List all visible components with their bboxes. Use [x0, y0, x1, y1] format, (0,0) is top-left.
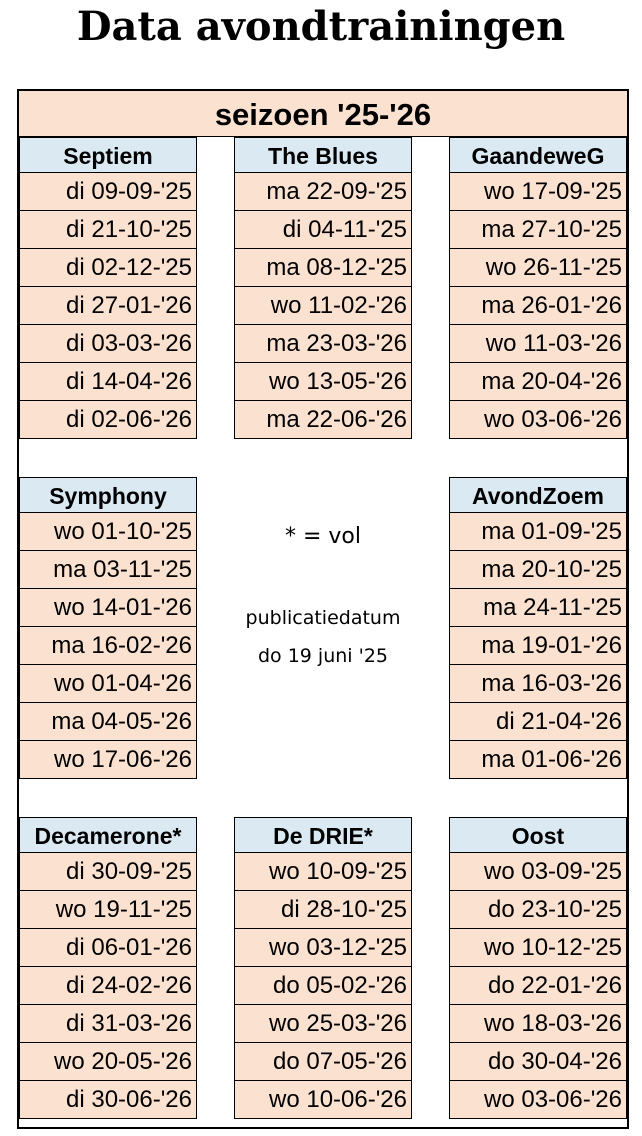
date-cell: do 05-02-'26: [234, 967, 412, 1005]
date-cell: di 27-01-'26: [19, 287, 197, 325]
date-cell: di 21-04-'26: [449, 703, 627, 741]
date-cell: ma 03-11-'25: [19, 551, 197, 589]
date-cell: wo 11-02-'26: [234, 287, 412, 325]
date-cell: wo 10-12-'25: [449, 929, 627, 967]
date-cell: ma 23-03-'26: [234, 325, 412, 363]
season-header: seizoen '25-'26: [19, 91, 627, 137]
date-cell: ma 19-01-'26: [449, 627, 627, 665]
team-header: De DRIE*: [234, 817, 412, 853]
team-header: AvondZoem: [449, 477, 627, 513]
date-cell: di 06-01-'26: [19, 929, 197, 967]
date-cell: ma 22-06-'26: [234, 401, 412, 439]
team-block-gaandeweg: [449, 137, 627, 439]
date-cell: ma 04-05-'26: [19, 703, 197, 741]
date-cell: di 28-10-'25: [234, 891, 412, 929]
date-cell: ma 16-02-'26: [19, 627, 197, 665]
team-header: Decamerone*: [19, 817, 197, 853]
date-cell: wo 25-03-'26: [234, 1005, 412, 1043]
date-cell: ma 16-03-'26: [449, 665, 627, 703]
date-cell: wo 17-06-'26: [19, 741, 197, 779]
date-cell: wo 13-05-'26: [234, 363, 412, 401]
team-header: Oost: [449, 817, 627, 853]
team-block-decamerone: [19, 817, 197, 1119]
team-block-avondzoem: [449, 477, 627, 779]
date-cell: ma 01-06-'26: [449, 741, 627, 779]
date-cell: wo 01-10-'25: [19, 513, 197, 551]
date-cell: ma 27-10-'25: [449, 211, 627, 249]
publication-label: publicatiedatum: [245, 607, 401, 629]
date-cell: wo 17-09-'25: [449, 173, 627, 211]
date-cell: di 24-02-'26: [19, 967, 197, 1005]
date-cell: di 30-09-'25: [19, 853, 197, 891]
date-cell: wo 11-03-'26: [449, 325, 627, 363]
date-cell: do 30-04-'26: [449, 1043, 627, 1081]
date-cell: ma 01-09-'25: [449, 513, 627, 551]
team-block-septiem: [19, 137, 197, 439]
date-cell: wo 26-11-'25: [449, 249, 627, 287]
date-cell: do 23-10-'25: [449, 891, 627, 929]
date-cell: ma 22-09-'25: [234, 173, 412, 211]
date-cell: di 30-06-'26: [19, 1081, 197, 1119]
team-header: Septiem: [19, 137, 197, 173]
team-header: GaandeweG: [449, 137, 627, 173]
date-cell: do 07-05-'26: [234, 1043, 412, 1081]
date-cell: wo 03-09-'25: [449, 853, 627, 891]
page-title: Data avondtrainingen: [76, 3, 566, 50]
date-cell: di 14-04-'26: [19, 363, 197, 401]
date-cell: di 09-09-'25: [19, 173, 197, 211]
team-block-de-drie: [234, 817, 412, 1119]
date-cell: ma 20-10-'25: [449, 551, 627, 589]
legend-note: * = vol: [284, 524, 361, 549]
date-cell: di 04-11-'25: [234, 211, 412, 249]
date-cell: di 31-03-'26: [19, 1005, 197, 1043]
date-cell: do 22-01-'26: [449, 967, 627, 1005]
team-block-the-blues: [234, 137, 412, 439]
date-cell: di 03-03-'26: [19, 325, 197, 363]
date-cell: ma 20-04-'26: [449, 363, 627, 401]
date-cell: wo 03-06-'26: [449, 401, 627, 439]
team-block-oost: [449, 817, 627, 1119]
date-cell: ma 26-01-'26: [449, 287, 627, 325]
date-cell: ma 08-12-'25: [234, 249, 412, 287]
date-cell: wo 19-11-'25: [19, 891, 197, 929]
date-cell: wo 14-01-'26: [19, 589, 197, 627]
date-cell: wo 03-12-'25: [234, 929, 412, 967]
date-cell: wo 20-05-'26: [19, 1043, 197, 1081]
date-cell: di 02-06-'26: [19, 401, 197, 439]
date-cell: wo 18-03-'26: [449, 1005, 627, 1043]
date-cell: di 21-10-'25: [19, 211, 197, 249]
date-cell: wo 03-06-'26: [449, 1081, 627, 1119]
date-cell: ma 24-11-'25: [449, 589, 627, 627]
date-cell: wo 10-06-'26: [234, 1081, 412, 1119]
date-cell: wo 10-09-'25: [234, 853, 412, 891]
schedule-table: [17, 89, 629, 1129]
date-cell: di 02-12-'25: [19, 249, 197, 287]
date-cell: wo 01-04-'26: [19, 665, 197, 703]
publication-date: do 19 juni '25: [257, 645, 389, 667]
team-header: The Blues: [234, 137, 412, 173]
team-header: Symphony: [19, 477, 197, 513]
